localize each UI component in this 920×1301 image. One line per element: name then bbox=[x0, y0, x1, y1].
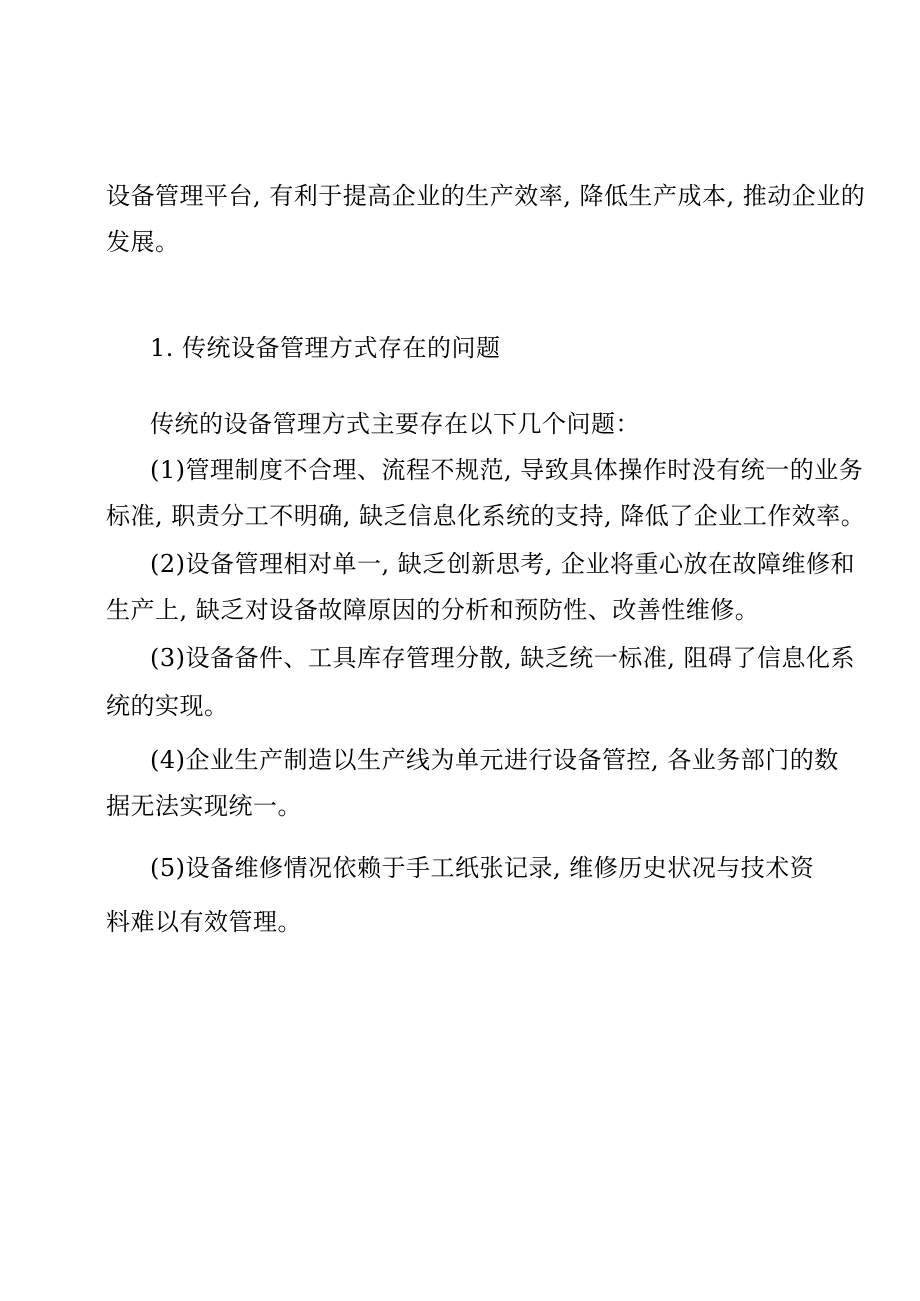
list-item-5-line-1: (5)设备维修情况依赖于手工纸张记录, 维修历史状况与技术资 bbox=[150, 854, 815, 882]
list-item-2-line-1: (2)设备管理相对单一, 缺乏创新思考, 企业将重心放在故障维修和 bbox=[150, 550, 856, 578]
list-item-4-line-2: 据无法实现统一。 bbox=[106, 792, 302, 820]
list-item-4-line-1: (4)企业生产制造以生产线为单元进行设备管控, 各业务部门的数 bbox=[150, 746, 839, 774]
intro-paragraph-line-1: 设备管理平台, 有利于提高企业的生产效率, 降低生产成本, 推动企业的 bbox=[106, 182, 866, 210]
list-item-3-line-2: 统的实现。 bbox=[106, 692, 229, 720]
intro-paragraph-line-2: 发展。 bbox=[106, 228, 180, 256]
lead-paragraph: 传统的设备管理方式主要存在以下几个问题： bbox=[150, 410, 640, 438]
list-item-1-line-2: 标准, 职责分工不明确, 缺乏信息化系统的支持, 降低了企业工作效率。 bbox=[106, 502, 866, 530]
list-item-1-line-1: (1)管理制度不合理、流程不规范, 导致具体操作时没有统一的业务 bbox=[150, 456, 864, 484]
list-item-3-line-1: (3)设备备件、工具库存管理分散, 缺乏统一标准, 阻碍了信息化系 bbox=[150, 644, 856, 672]
list-item-5-line-2: 料难以有效管理。 bbox=[106, 908, 302, 936]
list-item-2-line-2: 生产上, 缺乏对设备故障原因的分析和预防性、改善性维修。 bbox=[106, 596, 760, 624]
section-heading: 1. 传统设备管理方式存在的问题 bbox=[150, 334, 501, 362]
